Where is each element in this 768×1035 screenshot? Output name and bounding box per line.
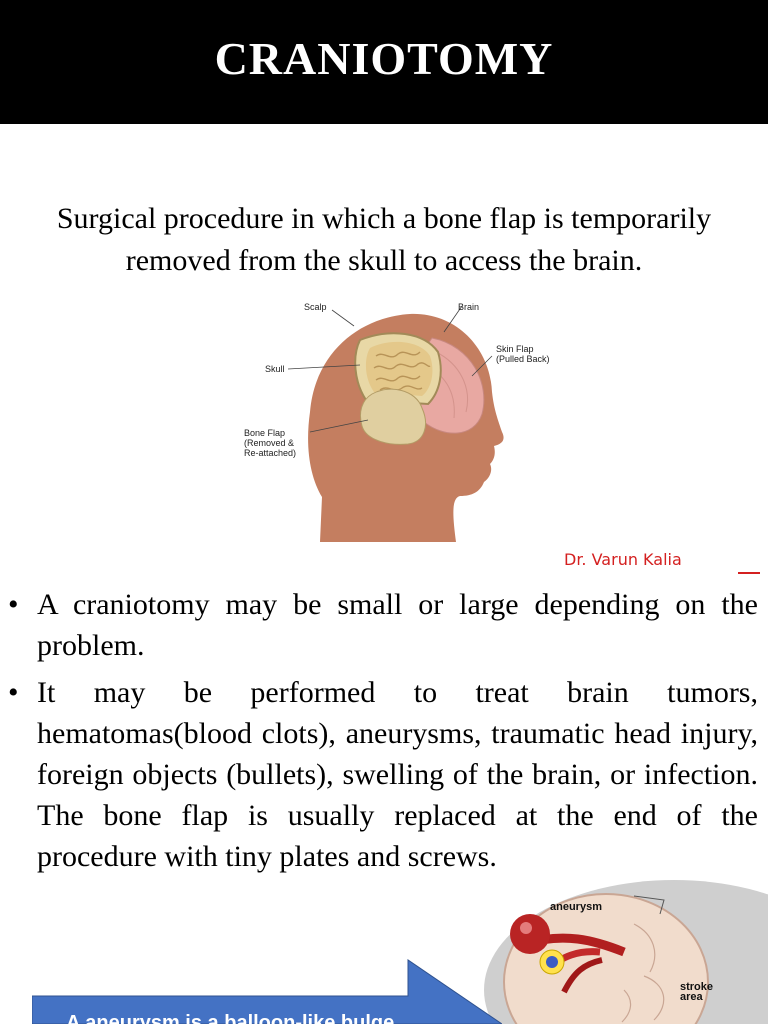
bullet-text: It may be performed to treat brain tumors, hematomas(blood clots), aneurysms, traumatic head injury, foreign objects (bullets), swelling of the brain, or infection. The bone flap is usually replaced at the end of the procedure with tiny plates and screws. [37, 676, 758, 873]
definition-line-2: removed from the skull to access the brain. [125, 244, 643, 277]
definition-line-1: Surgical procedure in which a bone flap is temporarily [56, 202, 712, 235]
brain-label: Brain [458, 302, 480, 312]
head-diagram [240, 292, 570, 554]
bone-flap [360, 389, 425, 444]
bullet-text: A craniotomy may be small or large depending on the problem. [37, 588, 758, 662]
title-bar [0, 0, 768, 124]
aneurysm-illustration [484, 880, 768, 1024]
scalp-label: Scalp [304, 302, 327, 312]
skin-flap-label: Skin Flap (Pulled Back) [496, 344, 550, 364]
bullet-item [8, 672, 758, 877]
stroke-area-label: stroke area [680, 981, 714, 1003]
bone-flap-label: Bone Flap (Removed & Re-attached) [244, 428, 297, 458]
aneurysm-diagram [484, 880, 768, 1024]
callout-text: A aneurysm is a balloon-like bulge [66, 1012, 395, 1034]
definition [0, 198, 768, 282]
exposed-brain [366, 342, 433, 396]
bullet-list [8, 584, 758, 877]
craniotomy-illustration [240, 292, 570, 554]
bullet-marker: • [8, 588, 19, 621]
slide-title: CRANIOTOMY [214, 32, 554, 84]
author-credit: Dr. Varun Kalia [564, 550, 682, 569]
bullet-item [8, 584, 758, 666]
author-underline [738, 572, 760, 574]
bullet-marker: • [8, 676, 19, 709]
skull-label: Skull [265, 364, 285, 374]
aneurysm-label: aneurysm [550, 901, 602, 913]
